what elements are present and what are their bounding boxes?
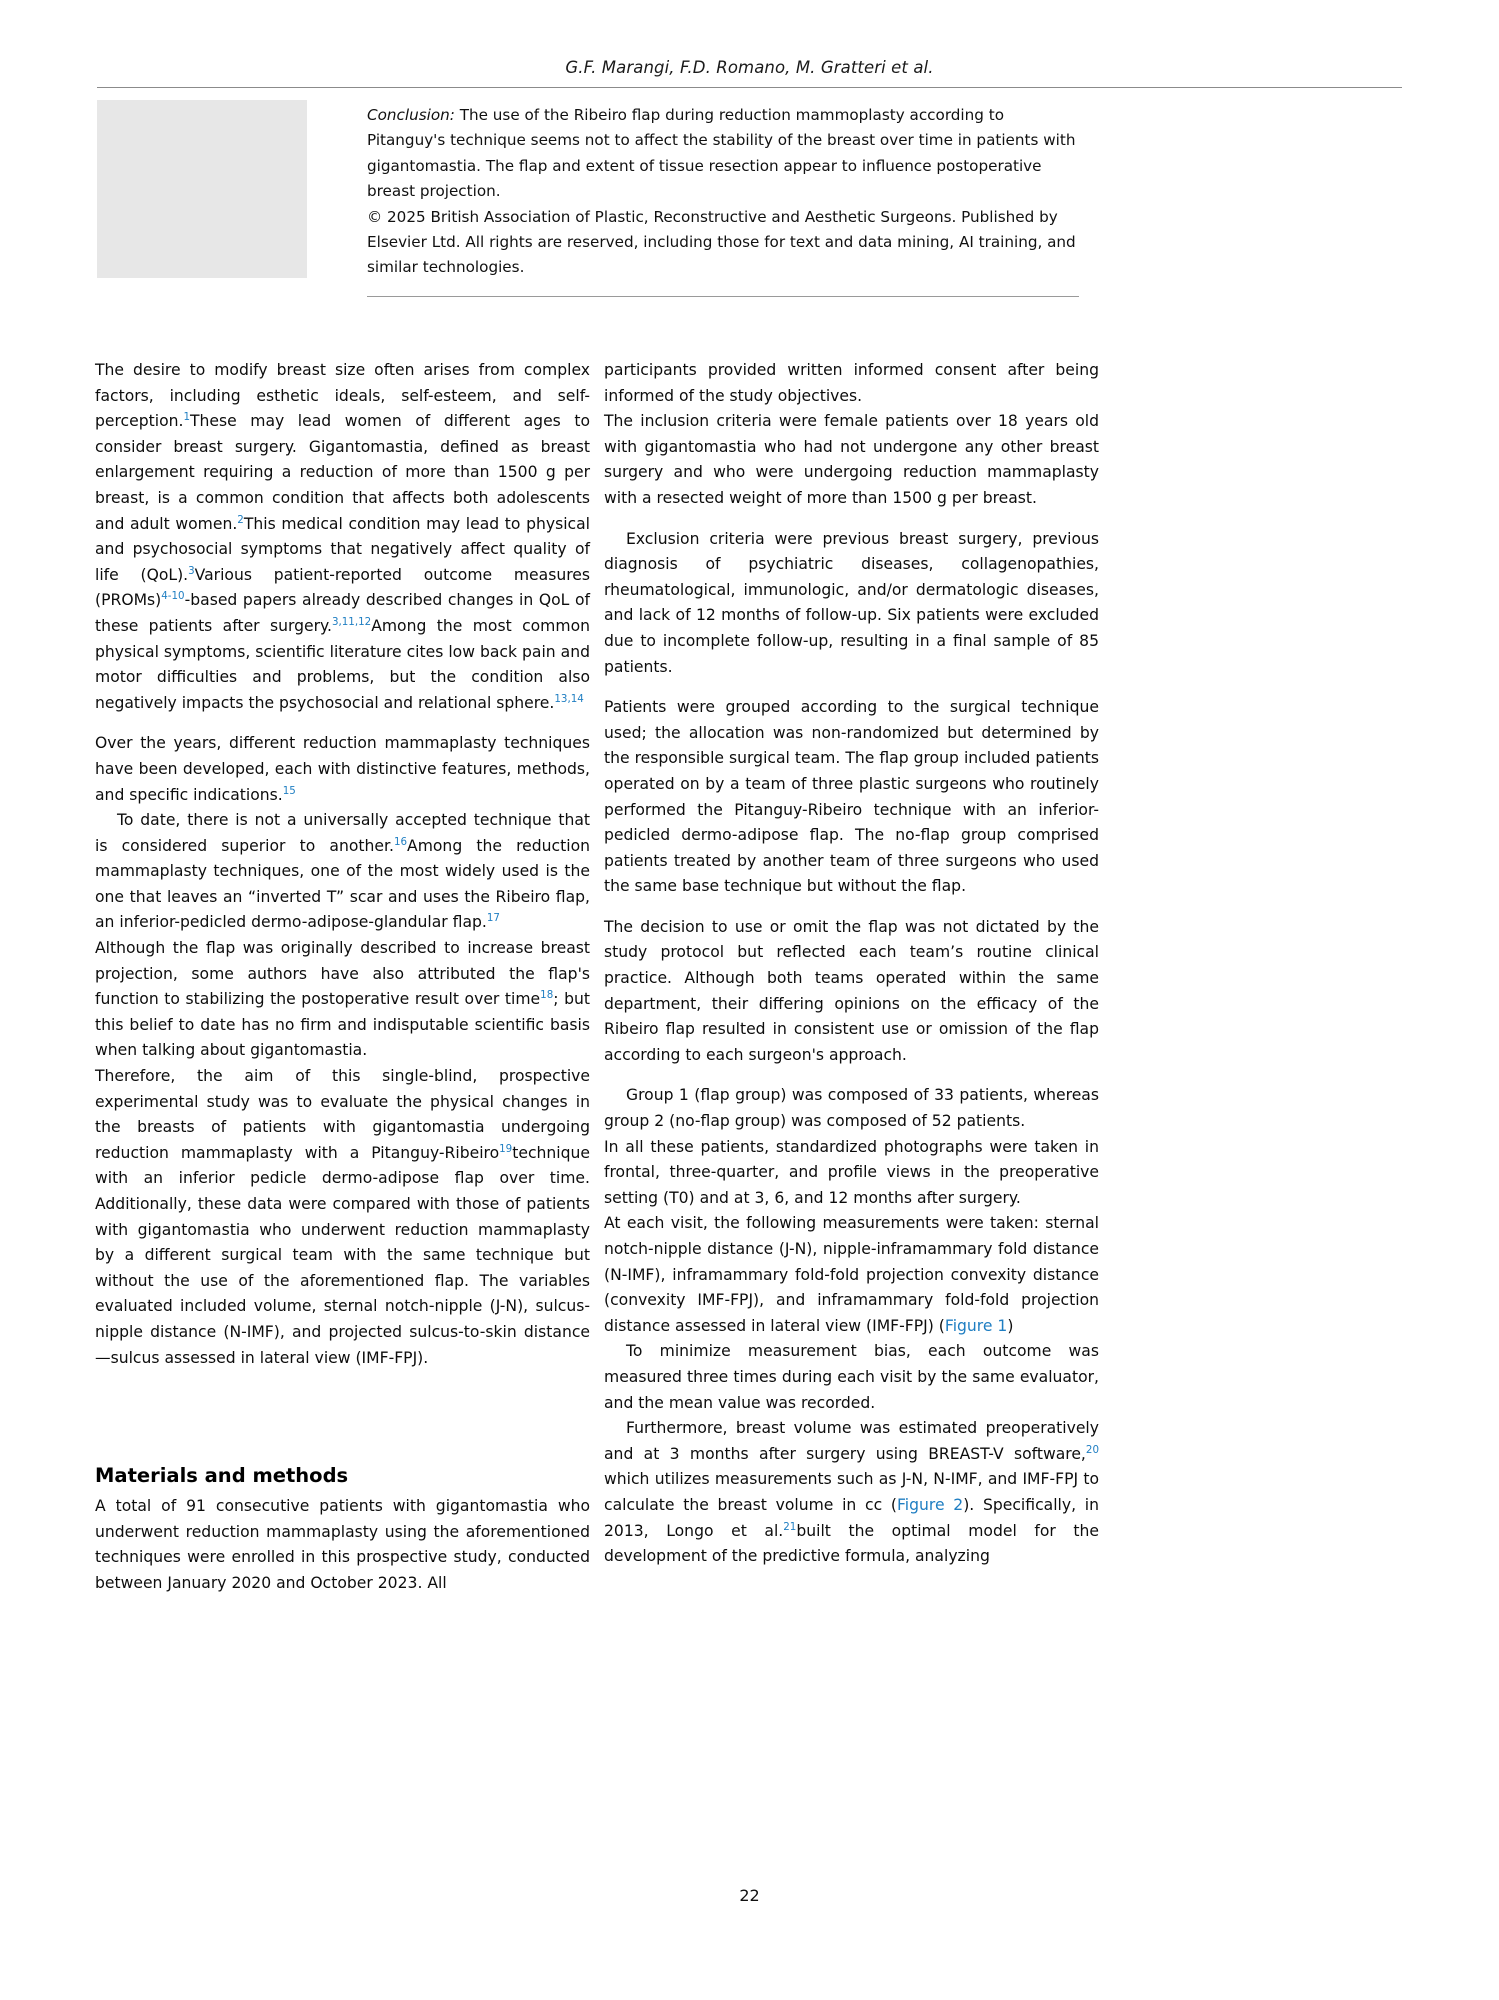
- header-divider-rule: [97, 87, 1402, 88]
- text-run: Among the reduction mammaplasty techniques, one of the most widely used is the one that leaves an “inverted T” scar and uses the Ribeiro flap, an inferior-pedicled dermo-adipose-glandular flap.: [95, 836, 590, 932]
- text-run: -based papers already described changes in QoL of these patients after surgery.: [95, 591, 590, 635]
- citation-ref-16[interactable]: 16: [393, 835, 408, 848]
- running-header-title: G.F. Marangi, F.D. Romano, M. Gratteri et al.: [565, 58, 934, 77]
- paragraph-group-sizes: Group 1 (flap group) was composed of 33 patients, whereas group 2 (no-flap group) was composed of 52 patients.: [604, 1086, 1099, 1131]
- text-run: The desire to modify breast size often arises from complex factors, including esthetic ideals, self-esteem, and self-perception.: [95, 361, 590, 431]
- text-run: which utilizes measurements such as J-N, N-IMF, and IMF-FPJ to calculate the breast volume in cc (: [604, 1470, 1099, 1514]
- paragraph-study-aim: [95, 1064, 590, 1371]
- citation-ref-21[interactable]: 21: [783, 1520, 797, 1533]
- text-run: Various patient-reported outcome measures (PROMs): [95, 565, 590, 610]
- paragraph-flap-projection: [95, 936, 590, 1064]
- abstract-block: [97, 100, 1402, 300]
- abstract-copyright-paragraph: © 2025 British Association of Plastic, Reconstructive and Aesthetic Surgeons. Published by Elsevier Ltd. All rights are reserved, including those for text and data mining, AI training, and similar technologies.: [367, 207, 1076, 277]
- citation-ref-3[interactable]: 3: [188, 564, 195, 577]
- citation-ref-1[interactable]: 1: [183, 411, 191, 423]
- abstract-conclusion-paragraph: [367, 103, 1079, 205]
- text-run: These may lead women of different ages to consider breast surgery. Gigantomastia, defined as breast enlargement requiring a reduction of more than 1500 g per breast, is a common condition that affects both adolescents and adult women.: [95, 412, 590, 533]
- body-column-right: [604, 358, 1099, 1570]
- paragraph-flap-decision: The decision to use or omit the flap was not dictated by the study protocol but reflected each team’s routine clinical practice. Although both teams operated within the same department, their differing opinions on the efficacy of the Ribeiro flap resulted in consistent use or omission of the flap according to each surgeon's approach.: [604, 917, 1099, 1064]
- graphical-abstract-placeholder: [97, 100, 307, 278]
- section-spacer: [95, 1371, 590, 1463]
- citation-ref-2[interactable]: 2: [237, 513, 244, 526]
- paragraph-measurements: [604, 1211, 1099, 1339]
- paragraph-no-universal-technique: [95, 808, 590, 936]
- citation-ref-15[interactable]: 15: [282, 784, 296, 797]
- citation-ref-3-11-12[interactable]: 3,11,12: [331, 615, 372, 628]
- paragraph-inclusion-criteria: The inclusion criteria were female patients over 18 years old with gigantomastia who had not undergone any other breast surgery and who were undergoing reduction mammaplasty with a resected weight of more than 1500 g per breast.: [604, 412, 1099, 507]
- citation-ref-13-14[interactable]: 13,14: [554, 692, 584, 705]
- citation-ref-20[interactable]: 20: [1085, 1443, 1099, 1456]
- text-run: Among the most common physical symptoms, scientific literature cites low back pain and motor difficulties and problems, but the condition also negatively impacts the psychosocial and relational sphere.: [95, 616, 590, 712]
- text-run: This medical condition may lead to physical and psychosocial symptoms that negatively affect quality of life (QoL).: [95, 514, 590, 584]
- body-column-left: [95, 358, 590, 1597]
- text-run: Over the years, different reduction mammaplasty techniques have been developed, each with distinctive features, methods, and specific indications.: [95, 734, 590, 804]
- text-run: ): [1007, 1316, 1014, 1335]
- text-run: To date, there is not a universally accepted technique that is considered superior to another.: [95, 811, 590, 855]
- paragraph-exclusion-criteria: Exclusion criteria were previous breast surgery, previous diagnosis of psychiatric diseases, collagenopathies, rheumatological, immunologic, and/or dermatologic diseases, and lack of 12 months of follow-up. Six patients were excluded due to incomplete follow-up, resulting in a final sample of 85 patients.: [604, 529, 1099, 676]
- paragraph-breast-v: [604, 1416, 1099, 1570]
- text-run: Therefore, the aim of this single-blind, prospective experimental study was to evaluate the physical changes in the breasts of patients with gigantomastia undergoing reduction mammaplasty with a Pitanguy-Ribeiro: [95, 1067, 590, 1162]
- abstract-divider-rule: [367, 296, 1079, 297]
- paragraph-grouping: Patients were grouped according to the surgical technique used; the allocation was non-randomized but determined by the responsible surgical team. The flap group included patients operated on by a team of three plastic surgeons who routinely performed the Pitanguy-Ribeiro technique with an inferior-pedicled dermo-adipose flap. The no-flap group comprised patients treated by another team of three surgeons who used the same base technique but without the flap.: [604, 698, 1099, 896]
- text-run: ; but this belief to date has no firm and indisputable scientific basis when talking about gigantomastia.: [95, 990, 590, 1060]
- abstract-conclusion-label: Conclusion:: [367, 106, 455, 124]
- citation-ref-18[interactable]: 18: [540, 989, 554, 1002]
- figure-1-link[interactable]: Figure 1: [944, 1316, 1008, 1335]
- text-run: ). Specifically, in 2013, Longo et al.: [604, 1495, 1099, 1540]
- paragraph-intro-desire: [95, 358, 590, 716]
- section-heading-materials-and-methods: Materials and methods: [95, 1464, 349, 1488]
- figure-2-link[interactable]: Figure 2: [896, 1495, 964, 1514]
- abstract-text-body: [367, 103, 1079, 281]
- paragraph-measurement-bias: To minimize measurement bias, each outcome was measured three times during each visit by the same evaluator, and the mean value was recorded.: [604, 1342, 1099, 1412]
- citation-ref-19[interactable]: 19: [499, 1142, 513, 1155]
- text-run: Although the flap was originally described to increase breast projection, some authors have also attributed the flap's function to stabilizing the postoperative result over time: [95, 939, 590, 1009]
- citation-ref-17[interactable]: 17: [486, 912, 500, 925]
- text-run: Furthermore, breast volume was estimated preoperatively and at 3 months after surgery using BREAST-V software,: [604, 1419, 1099, 1463]
- paragraph-patient-total: A total of 91 consecutive patients with gigantomastia who underwent reduction mammaplasty using the aforementioned techniques were enrolled in this prospective study, conducted between January 2020 and October 2023. All: [95, 1497, 590, 1592]
- citation-ref-4-10[interactable]: 4-10: [161, 590, 185, 603]
- text-run: technique with an inferior pedicle dermo-adipose flap over time. Additionally, these data were compared with those of patients with gigantomastia who underwent reduction mammaplasty by a different surgical team with the same technique but without the use of the aforementioned flap. The variables evaluated included volume, sternal notch-nipple (J-N), sulcus-nipple distance (N-IMF), and projected sulcus-to-skin distance—sulcus assessed in lateral view (IMF-FPJ).: [95, 1143, 590, 1367]
- page-number: 22: [739, 1886, 760, 1905]
- text-run: built the optimal model for the development of the predictive formula, analyzing: [604, 1521, 1099, 1566]
- abstract-conclusion-text: The use of the Ribeiro flap during reduction mammoplasty according to Pitanguy's technique seems not to affect the stability of the breast over time in patients with gigantomastia. The flap and extent of tissue resection appear to influence postoperative breast projection.: [367, 106, 1076, 201]
- paragraph-techniques-developed: [95, 731, 590, 808]
- paragraph-informed-consent: participants provided written informed consent after being informed of the study objectives.: [604, 361, 1099, 405]
- paragraph-photographs: In all these patients, standardized photographs were taken in frontal, three-quarter, and profile views in the preoperative setting (T0) and at 3, 6, and 12 months after surgery.: [604, 1137, 1099, 1207]
- text-run: At each visit, the following measurements were taken: sternal notch-nipple distance (J-N), nipple-inframammary fold distance (N-IMF), inframammary fold-fold projection convexity distance (convexity IMF-FPJ), and inframammary fold-fold projection distance assessed in lateral view (IMF-FPJ) (: [604, 1214, 1099, 1335]
